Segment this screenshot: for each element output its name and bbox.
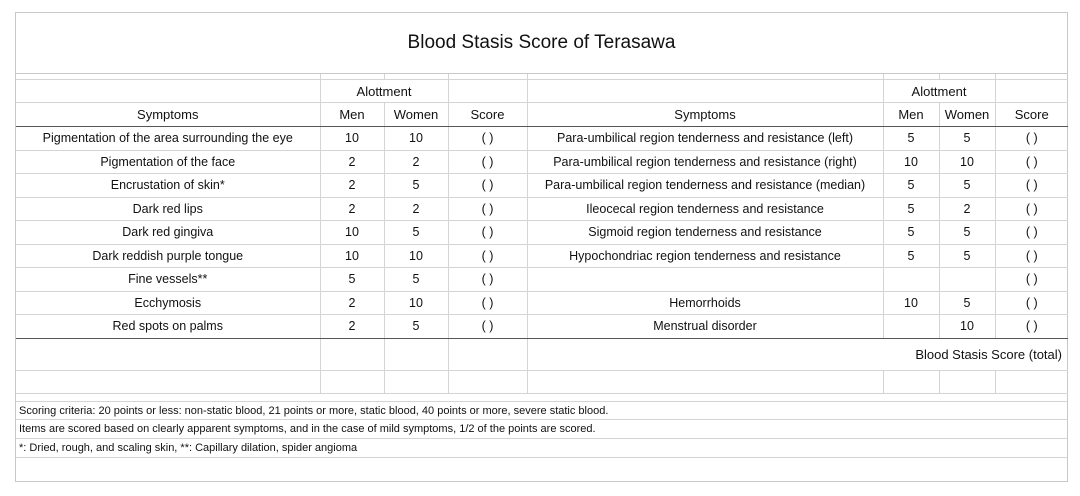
left-symptom-cell: Pigmentation of the face	[16, 150, 320, 174]
left-women-allotment-cell: 5	[384, 221, 448, 245]
right-score-cell: ( )	[995, 197, 1068, 221]
right-symptom-cell: Para-umbilical region tenderness and resistance (right)	[527, 150, 883, 174]
left-symptom-cell: Pigmentation of the area surrounding the eye	[16, 127, 320, 151]
right-women-allotment-cell: 5	[939, 221, 995, 245]
left-score-cell: ( )	[448, 221, 527, 245]
left-score-cell: ( )	[448, 174, 527, 198]
note-mild-symptoms: Items are scored based on clearly apparent symptoms, and in the case of mild symptoms, 1/2 of the points are scored.	[16, 420, 1067, 439]
right-men-allotment-cell: 10	[883, 150, 939, 174]
sheet-title: Blood Stasis Score of Terasawa	[16, 13, 1067, 74]
table-row	[16, 315, 1068, 339]
women-header-right: Women	[939, 103, 995, 127]
right-women-allotment-cell: 10	[939, 315, 995, 339]
left-men-allotment-cell: 2	[320, 315, 384, 339]
table-row	[16, 268, 1068, 292]
score-table	[16, 74, 1068, 394]
left-women-allotment-cell: 10	[384, 127, 448, 151]
left-women-allotment-cell: 2	[384, 150, 448, 174]
right-symptom-cell: Menstrual disorder	[527, 315, 883, 339]
table-row	[16, 197, 1068, 221]
right-men-allotment-cell: 5	[883, 221, 939, 245]
left-symptom-cell: Dark red lips	[16, 197, 320, 221]
right-symptom-cell: Hypochondriac region tenderness and resistance	[527, 244, 883, 268]
left-women-allotment-cell: 10	[384, 244, 448, 268]
right-symptom-cell: Hemorrhoids	[527, 291, 883, 315]
left-men-allotment-cell: 5	[320, 268, 384, 292]
table-row	[16, 150, 1068, 174]
left-score-cell: ( )	[448, 150, 527, 174]
score-header-left: Score	[448, 103, 527, 127]
right-men-allotment-cell	[883, 315, 939, 339]
table-row	[16, 174, 1068, 198]
left-score-cell: ( )	[448, 244, 527, 268]
left-women-allotment-cell: 5	[384, 315, 448, 339]
left-men-allotment-cell: 10	[320, 221, 384, 245]
right-symptom-cell: Ileocecal region tenderness and resistance	[527, 197, 883, 221]
table-row	[16, 221, 1068, 245]
right-women-allotment-cell: 10	[939, 150, 995, 174]
left-men-allotment-cell: 2	[320, 150, 384, 174]
right-women-allotment-cell: 5	[939, 244, 995, 268]
table-row	[16, 291, 1068, 315]
allotment-header-left: Alottment	[320, 80, 448, 103]
table-row	[16, 127, 1068, 151]
score-header-right: Score	[995, 103, 1068, 127]
total-score-label: Blood Stasis Score (total)	[527, 338, 1068, 370]
left-women-allotment-cell: 10	[384, 291, 448, 315]
blank-row	[16, 370, 1068, 393]
right-score-cell: ( )	[995, 244, 1068, 268]
table-row	[16, 244, 1068, 268]
column-header-row	[16, 103, 1068, 127]
symptoms-header-left: Symptoms	[16, 103, 320, 127]
women-header-left: Women	[384, 103, 448, 127]
right-score-cell: ( )	[995, 127, 1068, 151]
right-symptom-cell: Para-umbilical region tenderness and resistance (left)	[527, 127, 883, 151]
right-men-allotment-cell: 10	[883, 291, 939, 315]
men-header-right: Men	[883, 103, 939, 127]
note-scoring-criteria: Scoring criteria: 20 points or less: non-static blood, 21 points or more, static blood, 40 points or more, severe static blood.	[16, 401, 1067, 420]
right-women-allotment-cell: 5	[939, 127, 995, 151]
score-sheet	[15, 12, 1068, 482]
right-score-cell: ( )	[995, 150, 1068, 174]
right-score-cell: ( )	[995, 174, 1068, 198]
allotment-header-row	[16, 80, 1068, 103]
allotment-header-right: Alottment	[883, 80, 995, 103]
left-women-allotment-cell: 5	[384, 174, 448, 198]
blank-note-row	[16, 458, 1067, 480]
left-symptom-cell: Red spots on palms	[16, 315, 320, 339]
left-score-cell: ( )	[448, 315, 527, 339]
right-men-allotment-cell	[883, 268, 939, 292]
right-men-allotment-cell: 5	[883, 244, 939, 268]
left-men-allotment-cell: 10	[320, 244, 384, 268]
left-score-cell: ( )	[448, 291, 527, 315]
left-symptom-cell: Dark reddish purple tongue	[16, 244, 320, 268]
left-score-cell: ( )	[448, 127, 527, 151]
right-men-allotment-cell: 5	[883, 127, 939, 151]
left-symptom-cell: Dark red gingiva	[16, 221, 320, 245]
right-women-allotment-cell: 5	[939, 174, 995, 198]
left-symptom-cell: Ecchymosis	[16, 291, 320, 315]
right-women-allotment-cell	[939, 268, 995, 292]
symptoms-header-right: Symptoms	[527, 103, 883, 127]
right-score-cell: ( )	[995, 315, 1068, 339]
left-men-allotment-cell: 2	[320, 291, 384, 315]
left-score-cell: ( )	[448, 197, 527, 221]
right-men-allotment-cell: 5	[883, 174, 939, 198]
right-women-allotment-cell: 5	[939, 291, 995, 315]
total-row	[16, 338, 1068, 370]
left-men-allotment-cell: 2	[320, 197, 384, 221]
men-header-left: Men	[320, 103, 384, 127]
left-symptom-cell: Fine vessels**	[16, 268, 320, 292]
left-score-cell: ( )	[448, 268, 527, 292]
right-score-cell: ( )	[995, 268, 1068, 292]
left-symptom-cell: Encrustation of skin*	[16, 174, 320, 198]
notes-section	[16, 401, 1067, 480]
right-men-allotment-cell: 5	[883, 197, 939, 221]
left-women-allotment-cell: 5	[384, 268, 448, 292]
left-men-allotment-cell: 2	[320, 174, 384, 198]
left-men-allotment-cell: 10	[320, 127, 384, 151]
right-symptom-cell: Sigmoid region tenderness and resistance	[527, 221, 883, 245]
right-score-cell: ( )	[995, 221, 1068, 245]
note-footnotes: *: Dried, rough, and scaling skin, **: Capillary dilation, spider angioma	[16, 439, 1067, 458]
right-score-cell: ( )	[995, 291, 1068, 315]
right-symptom-cell: Para-umbilical region tenderness and resistance (median)	[527, 174, 883, 198]
left-women-allotment-cell: 2	[384, 197, 448, 221]
right-symptom-cell	[527, 268, 883, 292]
right-women-allotment-cell: 2	[939, 197, 995, 221]
